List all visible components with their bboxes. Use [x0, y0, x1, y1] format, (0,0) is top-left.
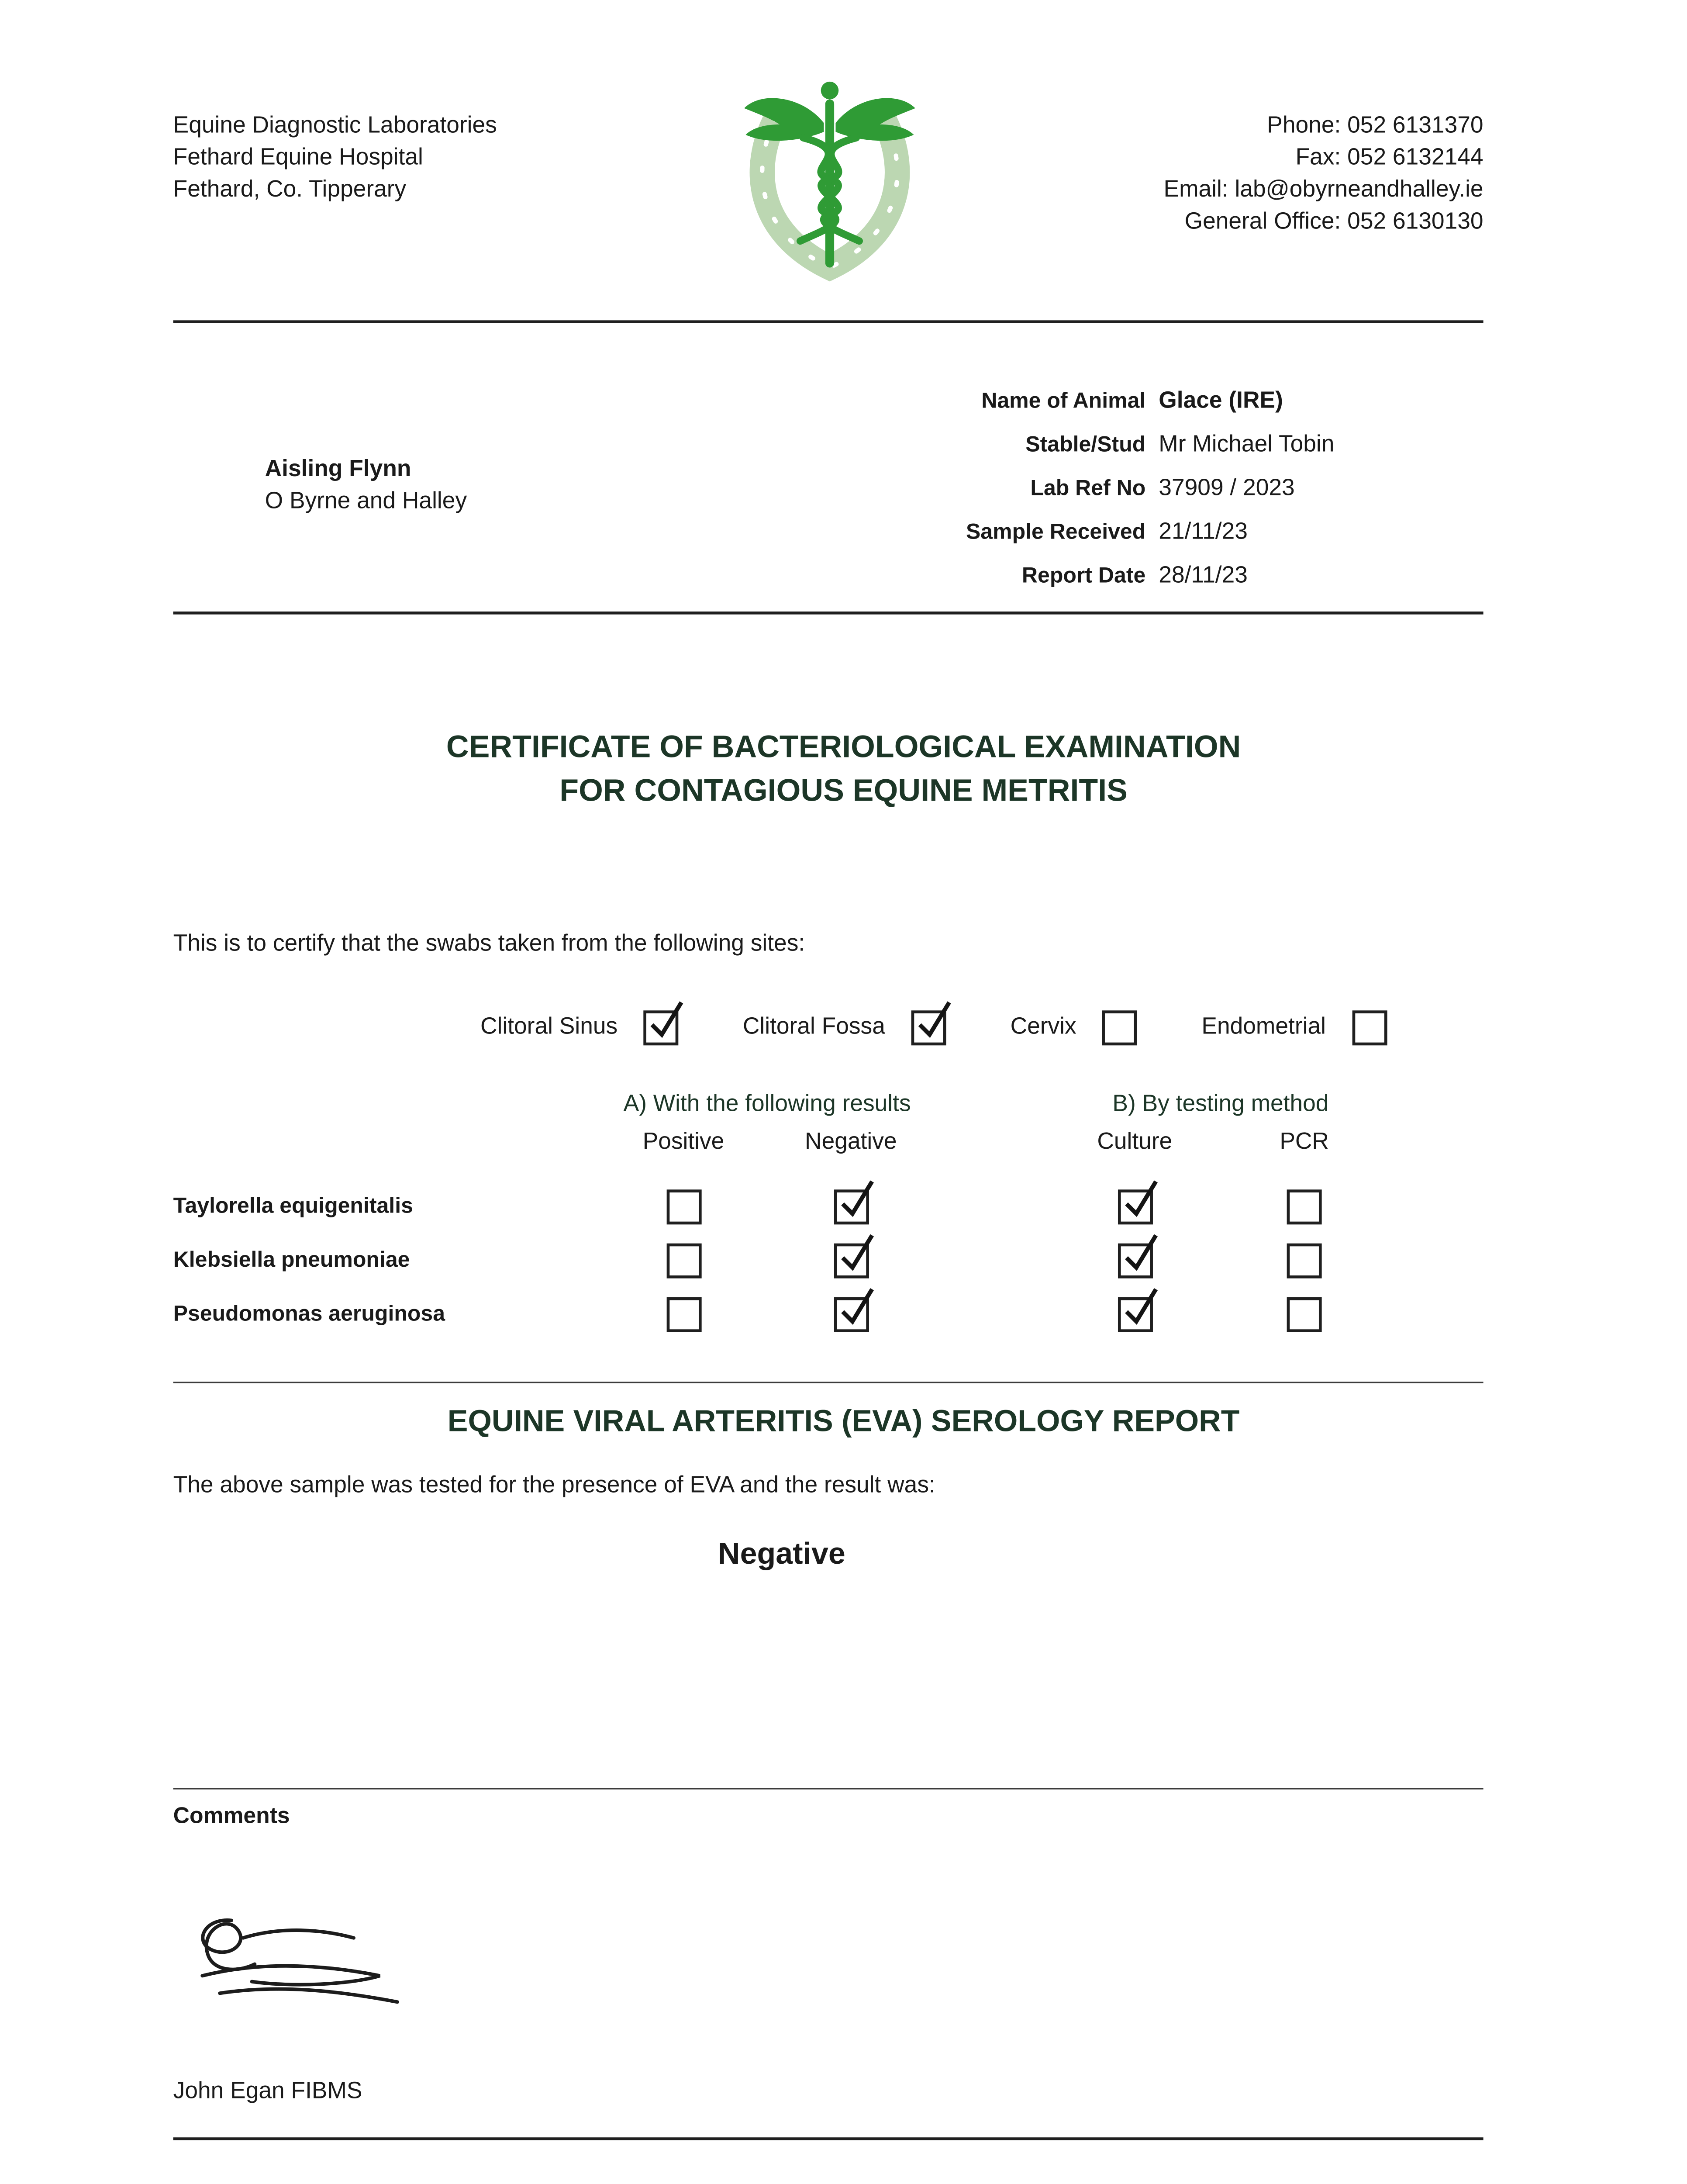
site-label: Clitoral Sinus — [480, 1015, 618, 1040]
lab-name: Equine Diagnostic Laboratories — [173, 113, 497, 138]
lab-email: Email: lab@obyrneandhalley.ie — [1163, 177, 1483, 203]
detail-row-reportdate — [907, 562, 1483, 591]
detail-label: Lab Ref No — [1030, 476, 1146, 501]
detail-row-animal — [907, 387, 1483, 417]
organism-name: Klebsiella pneumoniae — [173, 1248, 410, 1273]
checkbox-clitoral-fossa[interactable] — [911, 1010, 946, 1045]
detail-value: 28/11/23 — [1159, 563, 1248, 588]
divider-comments — [173, 1788, 1483, 1789]
checkbox-taylorella-culture[interactable] — [1117, 1189, 1152, 1224]
checkbox-taylorella-negative[interactable] — [833, 1189, 868, 1224]
site-label: Clitoral Fossa — [742, 1015, 885, 1040]
column-positive: Positive — [642, 1130, 724, 1155]
site-cervix — [1011, 1010, 1138, 1045]
certificate-title — [0, 725, 1687, 812]
checkmark-icon — [838, 1283, 874, 1327]
certificate-title-line1: CERTIFICATE OF BACTERIOLOGICAL EXAMINATION — [446, 729, 1241, 764]
caduceus-horseshoe-logo — [720, 73, 941, 294]
comments-label: Comments — [173, 1804, 290, 1829]
swab-sites-row — [480, 1010, 1687, 1045]
divider-bottom — [173, 2137, 1483, 2140]
column-culture: Culture — [1097, 1130, 1173, 1155]
site-endometrial — [1201, 1010, 1387, 1045]
checkmark-icon — [1121, 1283, 1158, 1327]
checkbox-klebsiella-negative[interactable] — [833, 1243, 868, 1278]
checkbox-klebsiella-culture[interactable] — [1117, 1243, 1152, 1278]
checkbox-pseudomonas-pcr[interactable] — [1287, 1296, 1322, 1331]
lab-location: Fethard, Co. Tipperary — [173, 177, 407, 203]
divider-eva — [173, 1382, 1483, 1383]
eva-title: EQUINE VIRAL ARTERITIS (EVA) SEROLOGY REPORT — [447, 1405, 1240, 1439]
eva-result: Negative — [718, 1537, 845, 1571]
detail-value: 37909 / 2023 — [1159, 476, 1295, 501]
recipient-name: Aisling Flynn — [265, 457, 411, 482]
checkmark-icon — [838, 1176, 874, 1220]
checkmark-icon — [916, 997, 952, 1041]
checkbox-pseudomonas-negative[interactable] — [833, 1296, 868, 1331]
detail-value: Mr Michael Tobin — [1159, 432, 1335, 457]
site-clitoral-fossa — [743, 1010, 946, 1045]
results-header-b: B) By testing method — [1112, 1092, 1329, 1117]
detail-label: Name of Animal — [981, 388, 1146, 414]
divider-info — [173, 612, 1483, 615]
organism-row-taylorella — [173, 1179, 1687, 1233]
lab-contact-block — [1164, 73, 1483, 239]
results-header-a: A) With the following results — [623, 1092, 911, 1117]
checkmark-icon — [1121, 1176, 1158, 1220]
organism-name: Taylorella equigenitalis — [173, 1194, 413, 1219]
checkbox-endometrial[interactable] — [1352, 1010, 1387, 1045]
certificate-title-line2: FOR CONTAGIOUS EQUINE METRITIS — [559, 773, 1128, 808]
checkmark-icon — [838, 1230, 874, 1273]
detail-value: Glace (IRE) — [1159, 388, 1283, 414]
column-negative: Negative — [805, 1130, 897, 1155]
organism-row-pseudomonas — [173, 1287, 1687, 1341]
checkbox-taylorella-positive[interactable] — [666, 1189, 701, 1224]
recipient-block — [265, 454, 467, 518]
detail-row-labref — [907, 475, 1483, 504]
lab-hospital: Fethard Equine Hospital — [173, 145, 423, 170]
checkbox-taylorella-pcr[interactable] — [1287, 1189, 1322, 1224]
site-clitoral-sinus — [480, 1010, 679, 1045]
certificate-intro: This is to certify that the swabs taken from the following sites: — [173, 932, 805, 957]
sample-info-section — [0, 323, 1687, 612]
lab-office: General Office: 052 6130130 — [1184, 209, 1483, 235]
checkbox-pseudomonas-culture[interactable] — [1117, 1296, 1152, 1331]
checkmark-icon — [1121, 1230, 1158, 1273]
detail-label: Report Date — [1021, 563, 1146, 588]
detail-value: 21/11/23 — [1159, 519, 1248, 545]
page-header — [0, 0, 1687, 294]
site-label: Endometrial — [1201, 1015, 1326, 1040]
divider-top — [173, 320, 1483, 323]
detail-row-received — [907, 518, 1483, 548]
signature-image — [180, 1909, 416, 2047]
recipient-organisation: O Byrne and Halley — [265, 489, 467, 514]
results-table — [0, 1092, 1687, 1341]
lab-address-block — [173, 73, 497, 207]
detail-row-stable — [907, 431, 1483, 460]
checkbox-klebsiella-pcr[interactable] — [1287, 1243, 1322, 1278]
lab-phone: Phone: 052 6131370 — [1267, 113, 1483, 138]
organism-name: Pseudomonas aeruginosa — [173, 1301, 445, 1327]
checkmark-icon — [648, 997, 684, 1041]
checkbox-clitoral-sinus[interactable] — [644, 1010, 679, 1045]
detail-label: Stable/Stud — [1025, 432, 1146, 457]
checkbox-klebsiella-positive[interactable] — [666, 1243, 701, 1278]
signatory-name: John Egan FIBMS — [173, 2079, 362, 2104]
lab-fax: Fax: 052 6132144 — [1295, 145, 1483, 170]
results-group-header-row — [173, 1092, 1687, 1130]
detail-label: Sample Received — [966, 519, 1146, 545]
checkbox-pseudomonas-positive[interactable] — [666, 1296, 701, 1331]
organism-row-klebsiella — [173, 1233, 1687, 1287]
checkbox-cervix[interactable] — [1103, 1010, 1138, 1045]
results-column-header-row — [173, 1130, 1687, 1168]
column-pcr: PCR — [1280, 1130, 1329, 1155]
sample-details — [907, 387, 1483, 606]
eva-intro: The above sample was tested for the presence of EVA and the result was: — [173, 1473, 935, 1498]
site-label: Cervix — [1010, 1015, 1076, 1040]
